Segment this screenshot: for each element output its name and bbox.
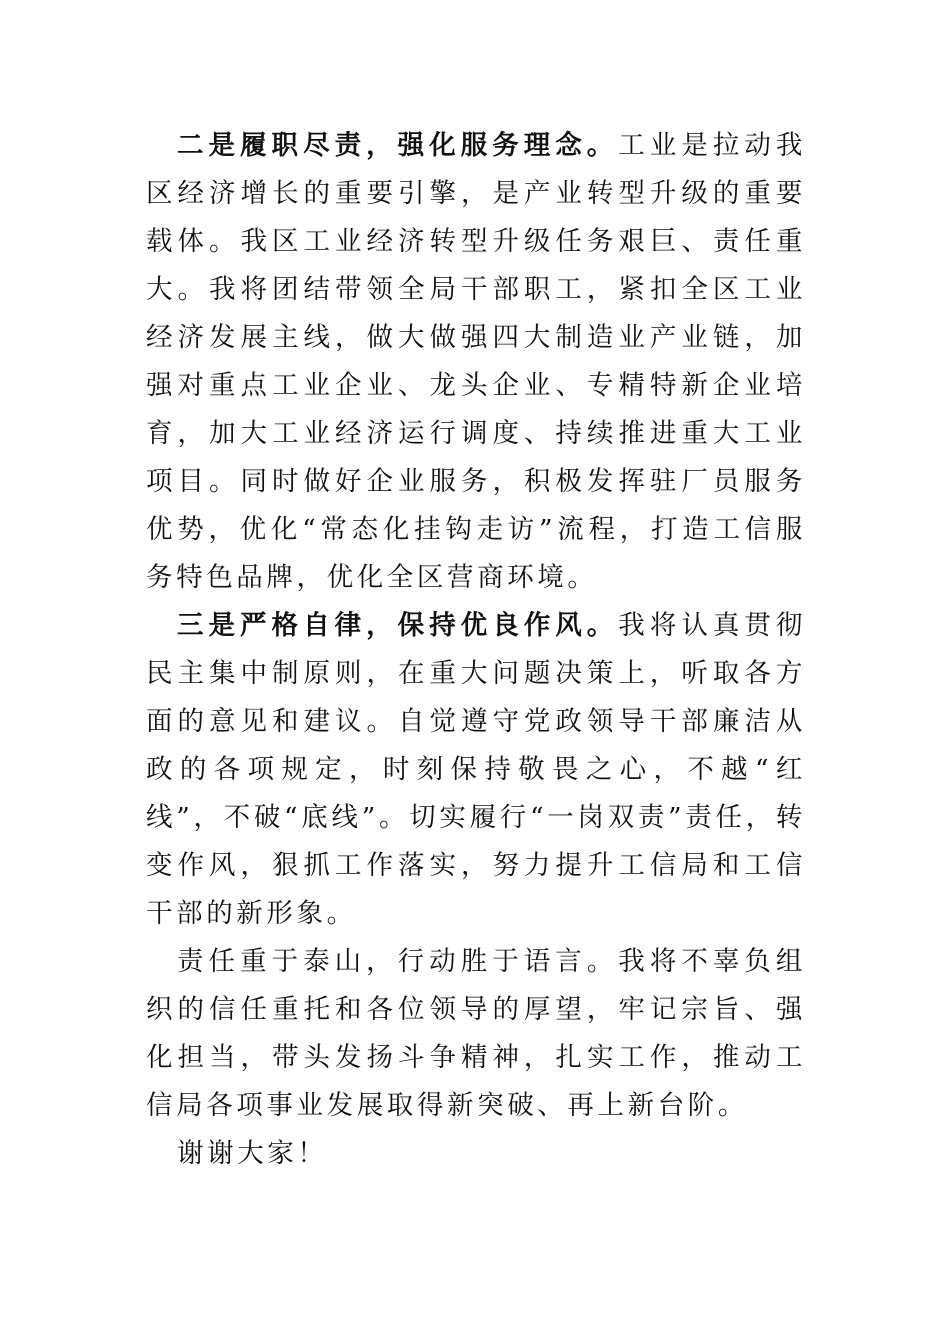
paragraph-thanks — [146, 1130, 806, 1178]
closing-text: 谢谢大家！ — [177, 1138, 328, 1169]
paragraph-text: 工业是拉动我区经济增长的重要引擎，是产业转型升级的重要载体。我区工业经济转型升级任务艰巨、责任重大。我将团结带领全局干部职工，紧扣全区工业经济发展主线，做大做强四大制造业产业链，加强对重点工业企业、龙头企业、专精特新企业培育，加大工业经济运行调度、持续推进重大工业项目。同时做好企业服务，积极发挥驻厂员服务优势，优化“常态化挂钩走访”流程，打造工信服务特色品牌，优化全区营商环境。 — [146, 130, 806, 593]
document-body — [146, 122, 806, 1178]
paragraph-heading: 二是履职尽责，强化服务理念。 — [177, 130, 619, 161]
paragraph-heading: 三是严格自律，保持优良作风。 — [177, 610, 619, 641]
paragraph-text: 我将认真贯彻民主集中制原则，在重大问题决策上，听取各方面的意见和建议。自觉遵守党政领导干部廉洁从政的各项规定，时刻保持敬畏之心，不越“红线”，不破“底线”。切实履行“一岗双责”责任，转变作风，狠抓工作落实，努力提升工信局和工信干部的新形象。 — [146, 610, 806, 929]
paragraph-discipline — [146, 602, 806, 938]
paragraph-commitment — [146, 938, 806, 1130]
paragraph-text: 责任重于泰山，行动胜于语言。我将不辜负组织的信任重托和各位领导的厚望，牢记宗旨、强化担当，带头发扬斗争精神，扎实工作，推动工信局各项事业发展取得新突破、再上新台阶。 — [146, 946, 806, 1121]
paragraph-duty — [146, 122, 806, 602]
